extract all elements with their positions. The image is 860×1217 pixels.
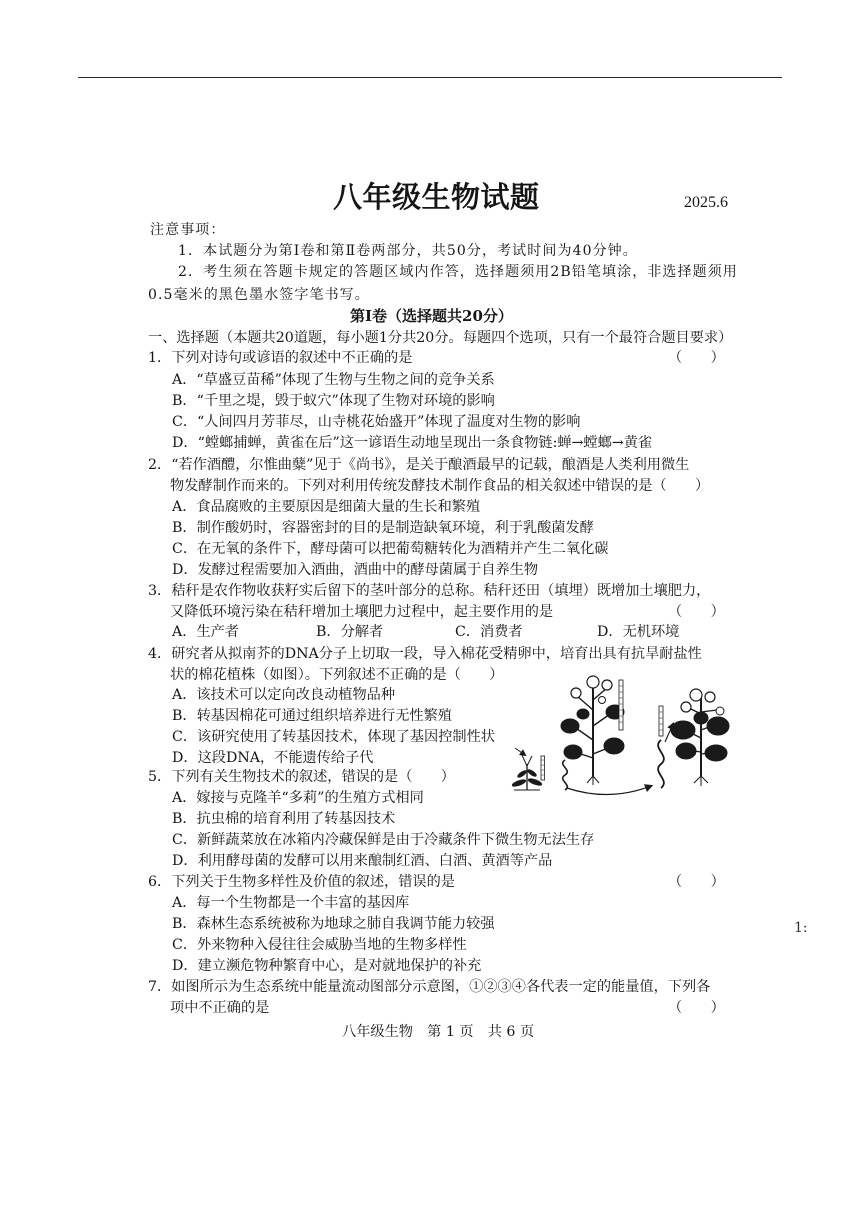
option-c: C．“人间四月芳菲尽，山寺桃花始盛开”体现了温度对生物的影响 bbox=[172, 414, 581, 430]
page-title: 八年级生物试题 bbox=[333, 180, 540, 214]
cotton-boll bbox=[602, 680, 612, 690]
option-b: B．转基因棉花可通过组织培养进行无性繁殖 bbox=[172, 708, 452, 724]
option-d: D．利用酵母菌的发酵可以用来酿制红酒、白酒、黄酒等产品 bbox=[172, 853, 553, 869]
question-stem: 状的棉花植株（如图）。下列叙述不正确的是（ ） bbox=[170, 667, 504, 683]
option-d: D．这段DNA，不能遗传给子代 bbox=[172, 750, 374, 766]
answer-bracket: （ ） bbox=[668, 604, 725, 620]
option-c: C．外来物种入侵往往会威胁当地的生物多样性 bbox=[172, 937, 467, 953]
label-bar-left bbox=[541, 756, 545, 780]
cotton-boll bbox=[587, 676, 599, 688]
notice-line: 1．本试题分为第Ⅰ卷和第Ⅱ卷两部分，共50分，考试时间为40分钟。 bbox=[178, 243, 638, 259]
part-title: 第Ⅰ卷（选择题共20分） bbox=[350, 307, 513, 325]
dna-segment-left bbox=[563, 760, 568, 790]
leaf bbox=[676, 743, 696, 759]
question-stem: 项中不正确的是 bbox=[170, 1000, 270, 1016]
question-stem: 4．研究者从拟南芥的DNA分子上切取一段，导入棉花受精卵中，培育出具有抗旱耐盐性 bbox=[148, 646, 702, 662]
page-footer: 八年级生物 第 1 页 共 6 页 bbox=[342, 1024, 535, 1040]
option-b: B．“千里之堤，毁于蚁穴”体现了生物对环境的影响 bbox=[172, 393, 495, 409]
leaf bbox=[694, 712, 708, 724]
option-a: A．生产者 bbox=[172, 624, 239, 640]
question-stem: 3．秸秆是农作物收获籽实后留下的茎叶部分的总称。秸秆还田（填埋）既增加土壤肥力， bbox=[148, 583, 711, 599]
option-d: D．发酵过程需要加入酒曲，酒曲中的酵母菌属于自养生物 bbox=[172, 562, 539, 578]
answer-bracket: （ ） bbox=[668, 874, 725, 890]
arabidopsis-plant bbox=[512, 755, 543, 790]
section-instructions: 一、选择题（本题共20道题，每小题1分共20分。每题四个选项，只有一个最符合题目要求） bbox=[148, 330, 733, 346]
question-stem: 1．下列对诗句或谚语的叙述中不正确的是 bbox=[148, 350, 413, 366]
cotton-plant-middle bbox=[561, 676, 624, 785]
option-c: C．该研究使用了转基因技术，体现了基因控制性状 bbox=[172, 729, 495, 745]
option-a: A．食品腐败的主要原因是细菌大量的生长和繁殖 bbox=[172, 499, 481, 515]
small-arrow bbox=[515, 748, 525, 755]
cotton-boll bbox=[571, 688, 581, 698]
question-stem: 物发酵制作而来的。下列对利用传统发酵技术制作食品的相关叙述中错误的是（ ） bbox=[170, 478, 710, 494]
leaf bbox=[517, 770, 527, 779]
notice-heading: 注意事项： bbox=[150, 222, 226, 238]
option-c: C．消费者 bbox=[455, 624, 523, 640]
question-stem: 2．“若作酒醴，尔惟曲糵”见于《尚书》，是关于酿酒最早的记载，酿酒是人类利用微生 bbox=[148, 457, 690, 473]
option-a: A．嫁接与克隆羊“多莉”的生殖方式相同 bbox=[172, 790, 424, 806]
answer-bracket: （ ） bbox=[668, 1000, 725, 1016]
option-b: B．抗虫棉的培育利用了转基因技术 bbox=[172, 811, 396, 827]
cotton-boll bbox=[681, 702, 691, 712]
option-b: B．制作酸奶时，容器密封的目的是制造缺氧环境，利于乳酸菌发酵 bbox=[172, 520, 594, 536]
label-bar bbox=[619, 680, 623, 730]
cotton-plant-right bbox=[671, 689, 729, 786]
question-stem: 6．下列关于生物多样性及价值的叙述，错误的是 bbox=[148, 874, 455, 890]
leaf bbox=[604, 738, 624, 754]
notice-line: 2．考生须在答题卡规定的答题区域内作答，选择题须用2B铅笔填涂，非选择题须用 bbox=[178, 264, 738, 280]
label-bar bbox=[659, 706, 663, 736]
option-a: A．每一个生物都是一个丰富的基因库 bbox=[172, 895, 410, 911]
leaf bbox=[512, 779, 527, 788]
leaf bbox=[528, 778, 543, 787]
leaf bbox=[707, 717, 729, 735]
cotton-boll bbox=[716, 707, 724, 715]
leaf bbox=[671, 721, 695, 739]
q4-transgenic-cotton-figure bbox=[505, 668, 735, 796]
label-bar-middle bbox=[619, 680, 623, 730]
leaf bbox=[564, 745, 582, 759]
question-stem: 又降低环境污染在秸秆增加土壤肥力过程中，起主要作用的是 bbox=[170, 604, 554, 620]
option-d: D．建立濒危物种繁育中心，是对就地保护的补充 bbox=[172, 958, 482, 974]
cotton-boll bbox=[599, 697, 606, 704]
option-d: D．无机环境 bbox=[597, 624, 680, 640]
roots bbox=[587, 776, 599, 785]
leaf bbox=[527, 769, 537, 778]
label-bar-right bbox=[659, 706, 663, 736]
exam-date: 2025.6 bbox=[684, 194, 728, 211]
roots bbox=[694, 776, 708, 786]
option-c: C．新鲜蔬菜放在冰箱内冷藏保鲜是由于冷藏条件下微生物无法生存 bbox=[172, 832, 595, 848]
option-d: D．“螳螂捕蝉，黄雀在后”这一谚语生动地呈现出一条食物链:蝉→螳螂→黄雀 bbox=[172, 435, 653, 451]
option-b: B．森林生态系统被称为地球之肺自我调节能力较强 bbox=[172, 916, 495, 932]
header-rule bbox=[78, 77, 782, 78]
leaf bbox=[561, 719, 579, 733]
leaf bbox=[577, 709, 589, 719]
transfer-arrow bbox=[567, 786, 651, 795]
option-b: B．分解者 bbox=[316, 624, 384, 640]
label-bar bbox=[541, 756, 545, 780]
answer-bracket: （ ） bbox=[668, 350, 725, 366]
option-c: C．在无氧的条件下，酵母菌可以把葡萄糖转化为酒精并产生二氧化碳 bbox=[172, 541, 609, 557]
cotton-boll bbox=[705, 692, 715, 702]
leaf bbox=[705, 745, 727, 761]
edge-fragment-text: 1: bbox=[794, 920, 808, 936]
notice-line: 0.5毫米的黑色墨水签字笔书写。 bbox=[148, 287, 370, 303]
question-stem: 5．下列有关生物技术的叙述，错误的是（ ） bbox=[148, 769, 455, 785]
option-a: A．该技术可以定向改良动植物品种 bbox=[172, 687, 396, 703]
cotton-boll bbox=[690, 689, 702, 701]
dna-segment-right bbox=[658, 740, 664, 788]
option-a: A．“草盛豆苗稀”体现了生物与生物之间的竞争关系 bbox=[172, 372, 495, 388]
question-stem: 7．如图所示为生态系统中能量流动图部分示意图，①②③④各代表一定的能量值，下列各 bbox=[148, 979, 711, 995]
